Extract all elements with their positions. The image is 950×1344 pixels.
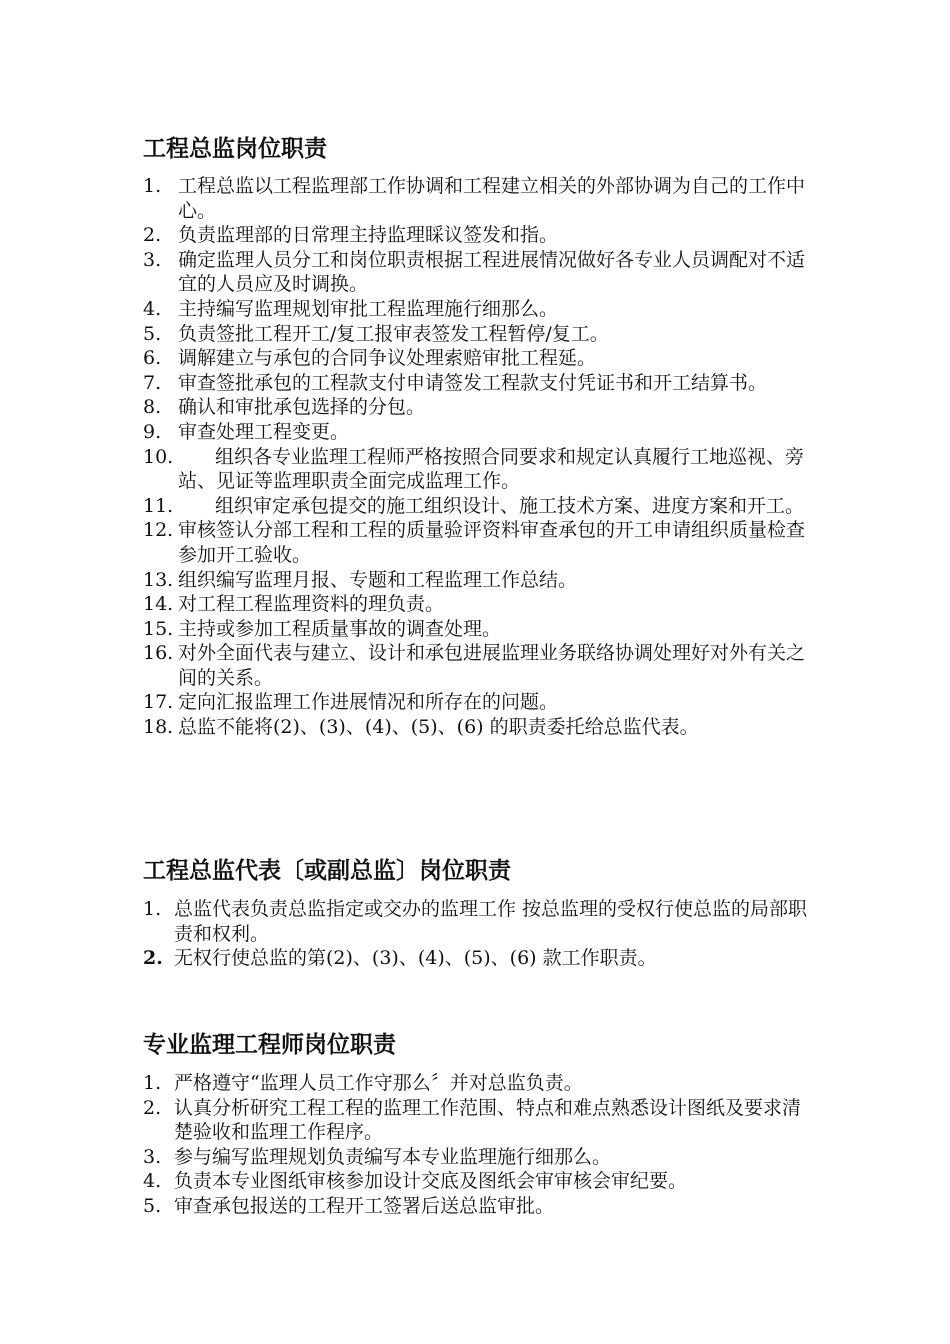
- item-text: 审查签批承包的工程款支付申请签发工程款支付凭证书和开工结算书。: [178, 371, 768, 394]
- item-text: 对工程工程监理资料的理负责。: [178, 593, 445, 616]
- section-title-deputy-supervisor: 工程总监代表〔或副总监〕岗位职责: [143, 858, 511, 884]
- item-text: 无权行使总监的第(2)、(3)、(4)、(5)、(6) 款工作职责。: [174, 947, 657, 970]
- list-item: [143, 395, 813, 420]
- list-item: [143, 248, 813, 297]
- item-text: 审查处理工程变更。: [178, 420, 350, 443]
- list-item: [143, 1071, 813, 1096]
- item-number: 9.: [143, 420, 162, 443]
- list-item: [143, 420, 813, 445]
- chief-duties-list: [143, 174, 813, 740]
- item-number: 5.: [143, 1194, 162, 1217]
- list-item: [143, 715, 813, 740]
- item-text: 总监不能将(2)、(3)、(4)、(5)、(6) 的职责委托给总监代表。: [178, 716, 699, 739]
- list-item: [143, 174, 813, 223]
- list-item: [143, 690, 813, 715]
- item-text: 负责监理部的日常理主持监理睬议签发和指。: [178, 224, 559, 247]
- list-item: [143, 518, 813, 567]
- item-text: 负责签批工程开工/复工报审表签发工程暂停/复工。: [178, 322, 609, 345]
- item-text: 总监代表负责总监指定或交办的监理工作 按总监理的受权行使总监的局部职责和权利。: [174, 898, 808, 945]
- item-number: 15.: [143, 617, 174, 640]
- list-item: [143, 1096, 813, 1145]
- list-item: [143, 1145, 813, 1170]
- item-text: 调解建立与承包的合同争议处理索赔审批工程延。: [178, 347, 597, 370]
- section-title-chief-supervisor: 工程总监岗位职责: [143, 136, 327, 162]
- list-item: [143, 371, 813, 396]
- list-item: [143, 346, 813, 371]
- item-text: 确定监理人员分工和岗位职责根据工程进展情况做好各专业人员调配对不适宜的人员应及时调换。: [178, 248, 806, 296]
- item-number: 2.: [143, 1096, 162, 1119]
- list-item: [143, 322, 813, 347]
- item-number: 4.: [143, 1170, 162, 1193]
- item-text: 对外全面代表与建立、设计和承包进展监理业务联络协调处理好对外有关之间的关系。: [178, 642, 806, 689]
- item-text: 主持或参加工程质量事故的调查处理。: [178, 617, 502, 640]
- item-text: 确认和审批承包选择的分包。: [178, 396, 426, 419]
- item-number: 14.: [143, 593, 174, 616]
- deputy-duties-list: [143, 897, 813, 971]
- list-item: [143, 223, 813, 248]
- item-number: 12.: [143, 519, 174, 542]
- item-number: 18.: [143, 716, 174, 739]
- item-number: 16.: [143, 642, 174, 665]
- item-number: 1.: [143, 1072, 162, 1094]
- item-number: 2.: [143, 947, 163, 970]
- section-title-specialist-engineer: 专业监理工程师岗位职责: [143, 1032, 396, 1058]
- item-number: 6.: [143, 347, 162, 370]
- item-number: 11.: [143, 494, 174, 517]
- item-text: 审查承包报送的工程开工签署后送总监审批。: [174, 1194, 555, 1217]
- item-number: 8.: [143, 396, 162, 419]
- item-number: 3.: [143, 248, 162, 271]
- list-item: [143, 568, 813, 593]
- item-text: 定向汇报监理工作进展情况和所存在的问题。: [178, 691, 559, 714]
- item-number: 7.: [143, 371, 162, 394]
- item-number: 1.: [143, 175, 162, 197]
- item-number: 3.: [143, 1145, 162, 1168]
- item-number: 17.: [143, 691, 174, 714]
- item-text: 组织审定承包提交的施工组织设计、施工技术方案、进度方案和开工。: [215, 494, 805, 517]
- item-text: 参与编写监理规划负责编写本专业监理施行细那么。: [174, 1145, 612, 1168]
- item-number: 4.: [143, 297, 162, 320]
- list-item: [143, 641, 813, 690]
- item-number: 10.: [143, 445, 174, 468]
- item-number: 2.: [143, 224, 162, 247]
- item-number: 13.: [143, 568, 174, 591]
- item-text: 负责本专业图纸审核参加设计交底及图纸会审审核会审纪要。: [174, 1170, 688, 1193]
- item-text: 组织编写监理月报、专题和工程监理工作总结。: [178, 568, 578, 591]
- list-item: [143, 592, 813, 617]
- list-item: [143, 617, 813, 642]
- item-text: 认真分析研究工程工程的监理工作范围、特点和难点熟悉设计图纸及要求清楚验收和监理工作程序。: [174, 1096, 802, 1144]
- list-item: [143, 297, 813, 322]
- item-number: 1.: [143, 898, 162, 920]
- list-item: [143, 897, 813, 946]
- item-text: 工程总监以工程监理部工作协调和工程建立相关的外部协调为自己的工作中心。: [178, 175, 806, 222]
- item-number: 5.: [143, 322, 162, 345]
- item-text: 组织各专业监理工程师严格按照合同要求和规定认真履行工地巡视、旁站、见证等监理职责全面完成监理工作。: [178, 445, 805, 493]
- list-item: [143, 494, 813, 519]
- item-text: 审核签认分部工程和工程的质量验评资料审查承包的开工申请组织质量检查参加开工验收。: [178, 519, 806, 566]
- list-item: [143, 946, 813, 971]
- specialist-duties-list: [143, 1071, 813, 1219]
- list-item: [143, 445, 813, 494]
- list-item: [143, 1169, 813, 1194]
- item-text: 主持编写监理规划审批工程监理施行细那么。: [178, 297, 559, 320]
- list-item: [143, 1194, 813, 1219]
- item-text: 严格遵守“监理人员工作守那么〞并对总监负责。: [174, 1072, 583, 1094]
